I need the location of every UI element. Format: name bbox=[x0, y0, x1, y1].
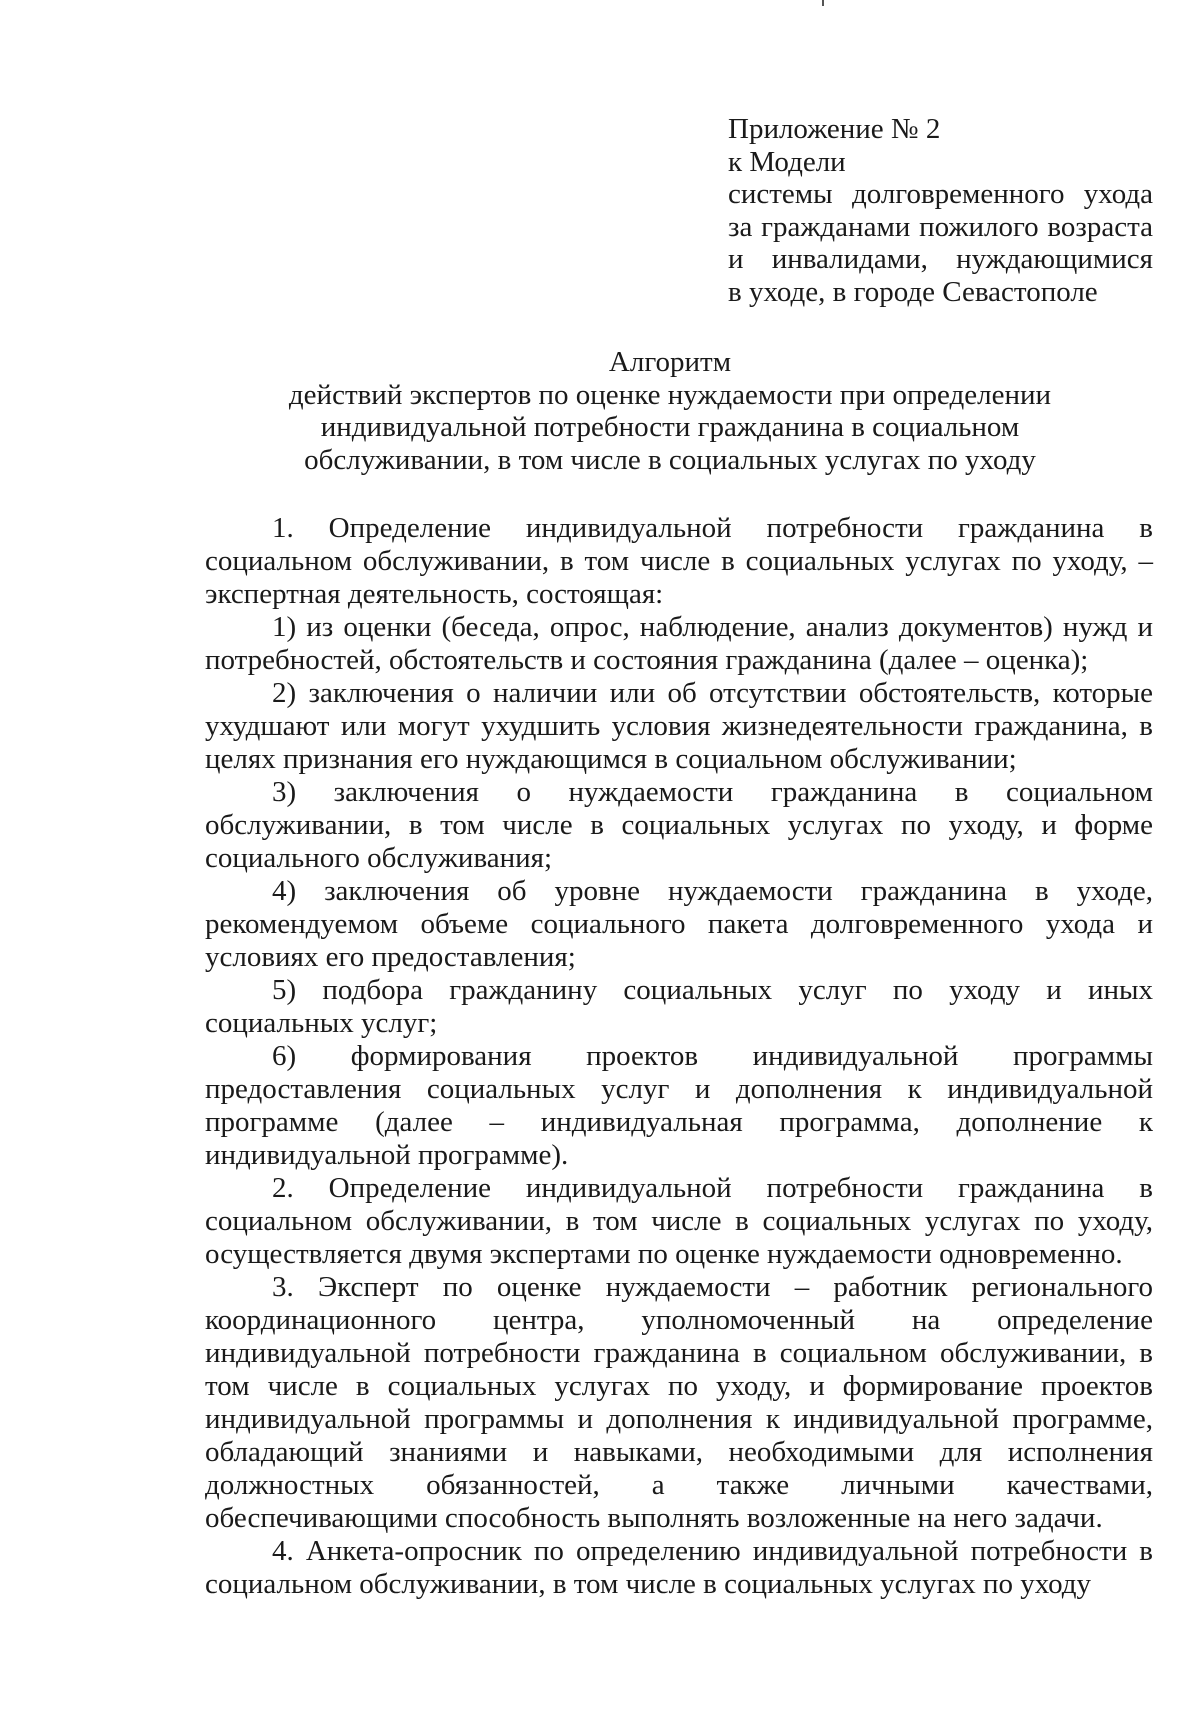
list-item: 1) из оценки (беседа, опрос, наблюдение, анализ документов) нужд и потребностей, обстоятельств и состояния гражданина (далее – оценка); bbox=[205, 611, 1153, 676]
document-body bbox=[205, 512, 1153, 1601]
appendix-reference-line: системы долговременного ухода bbox=[728, 178, 1153, 210]
list-item: 5) подбора гражданину социальных услуг по уходу и иных социальных услуг; bbox=[205, 974, 1153, 1039]
paragraph: 1. Определение индивидуальной потребности гражданина в социальном обслуживании, в том числе в социальных услугах по уходу, – экспертная деятельность, состоящая: bbox=[205, 512, 1153, 610]
list-item: 4) заключения об уровне нуждаемости гражданина в уходе, рекомендуемом объеме социального пакета долговременного ухода и условиях его предоставления; bbox=[205, 875, 1153, 973]
paragraph: 3. Эксперт по оценке нуждаемости – работник регионального координационного центра, уполномоченный на определение индивидуальной потребности гражданина в социальном обслуживании, в том числе в социальных услугах по уходу, и формирование проектов индивидуальной программы и дополнения к индивидуальной программе, обладающий знаниями и навыками, необходимыми для исполнения должностных обязанностей, а также личными качествами, обеспечивающими способность выполнять возложенные на него задачи. bbox=[205, 1271, 1153, 1534]
appendix-reference-line: за гражданами пожилого возраста bbox=[728, 210, 1153, 243]
scan-artifact-mark bbox=[822, 0, 824, 6]
title-line: обслуживании, в том числе в социальных услугах по уходу bbox=[304, 443, 1036, 476]
list-item: 6) формирования проектов индивидуальной программы предоставления социальных услуг и дополнения к индивидуальной программе (далее – индивидуальная программа, дополнение к индивидуальной программе). bbox=[205, 1040, 1153, 1171]
appendix-reference-line: и инвалидами, нуждающимися bbox=[728, 243, 1153, 275]
paragraph: 4. Анкета-опросник по определению индивидуальной потребности в социальном обслуживании, в том числе в социальных услугах по уходу bbox=[205, 1535, 1153, 1600]
appendix-reference: к Модели bbox=[728, 145, 846, 178]
appendix-header bbox=[728, 113, 1153, 308]
appendix-number: Приложение № 2 bbox=[728, 113, 941, 145]
title-heading: Алгоритм bbox=[608, 346, 732, 378]
list-item: 2) заключения о наличии или об отсутствии обстоятельств, которые ухудшают или могут ухудшить условия жизнедеятельности гражданина, в целях признания его нуждающимся в социальном обслуживании; bbox=[205, 677, 1153, 775]
title-line: действий экспертов по оценке нуждаемости при определении bbox=[288, 378, 1052, 411]
title-line: индивидуальной потребности гражданина в социальном bbox=[320, 411, 1020, 443]
paragraph: 2. Определение индивидуальной потребности гражданина в социальном обслуживании, в том числе в социальных услугах по уходу, осуществляется двумя экспертами по оценке нуждаемости одновременно. bbox=[205, 1172, 1153, 1270]
appendix-reference-line: в уходе, в городе Севастополе bbox=[728, 275, 1098, 308]
document-title bbox=[200, 346, 1140, 476]
list-item: 3) заключения о нуждаемости гражданина в социальном обслуживании, в том числе в социальных услугах по уходу, и форме социального обслуживания; bbox=[205, 776, 1153, 874]
